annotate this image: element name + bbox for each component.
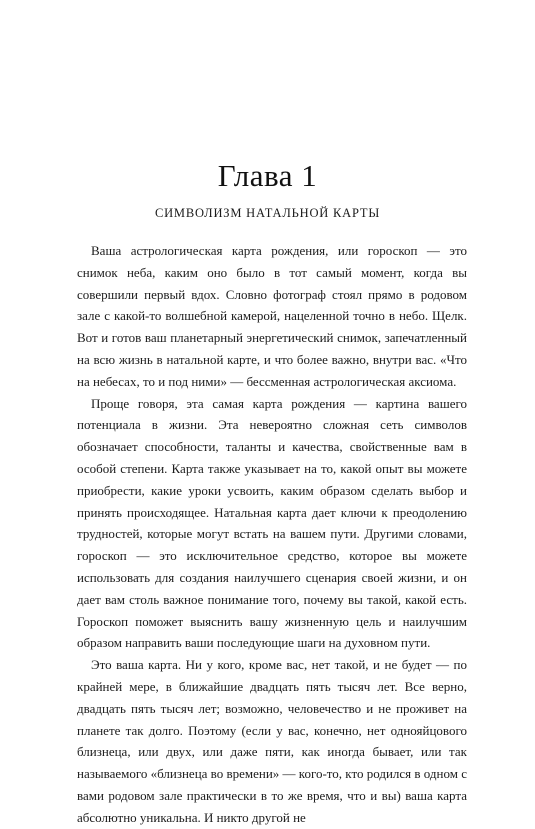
- chapter-body: [77, 240, 467, 829]
- paragraph-1: Ваша астрологическая карта рождения, или гороскоп — это снимок неба, каким оно было в тот самый момент, когда вы совершили первый вдох. Словно фотограф стоял прямо в родовом зале с какой-то волшебной камерой, нацеленной точно в небо. Щелк. Вот и готов ваш планетарный энергетический снимок, запечатленный на всю жизнь в натальной карте, и что более важно, внутри вас. «Что на небесах, то и под ними» — бессменная астрологическая аксиома.: [77, 243, 467, 389]
- chapter-title: Глава 1: [217, 158, 318, 193]
- paragraph-3: Это ваша карта. Ни у кого, кроме вас, нет такой, и не будет — по крайней мере, в ближайшие двадцать пять тысяч лет. Все верно, двадцать пять тысяч лет; возможно, человечество и не проживет на планете так долго. Поэтому (если у вас, конечно, нет однояйцового близнеца, или двух, или даже пяти, как иногда бывает, или так называемого «близнеца во времени» — кого-то, кто родился в одном с вами родовом зале практически в то же время, что и вы) ваша карта абсолютно уникальна. И никто другой не: [77, 657, 467, 825]
- chapter-subtitle: СИМВОЛИЗМ НАТАЛЬНОЙ КАРТЫ: [154, 206, 381, 220]
- paragraph-2: Проще говоря, эта самая карта рождения — картина вашего потенциала в жизни. Эта невероятно сложная сеть символов обозначает способности, таланты и качества, свойственные вам в особой степени. Карта также указывает на то, какой опыт вы можете приобрести, какие уроки усвоить, каким образом сделать выбор и принять происходящее. Натальная карта дает ключи к преодолению трудностей, которые могут встать на вашем пути. Другими словами, гороскоп — это исключительное средство, которое вы можете использовать для создания наилучшего сценария своей жизни, и он дает вам столь важное понимание того, почему вы такой, какой есть. Гороскоп поможет выяснить вашу жизненную цель и наилучшим образом направить ваши последующие шаги на духовном пути.: [77, 395, 467, 651]
